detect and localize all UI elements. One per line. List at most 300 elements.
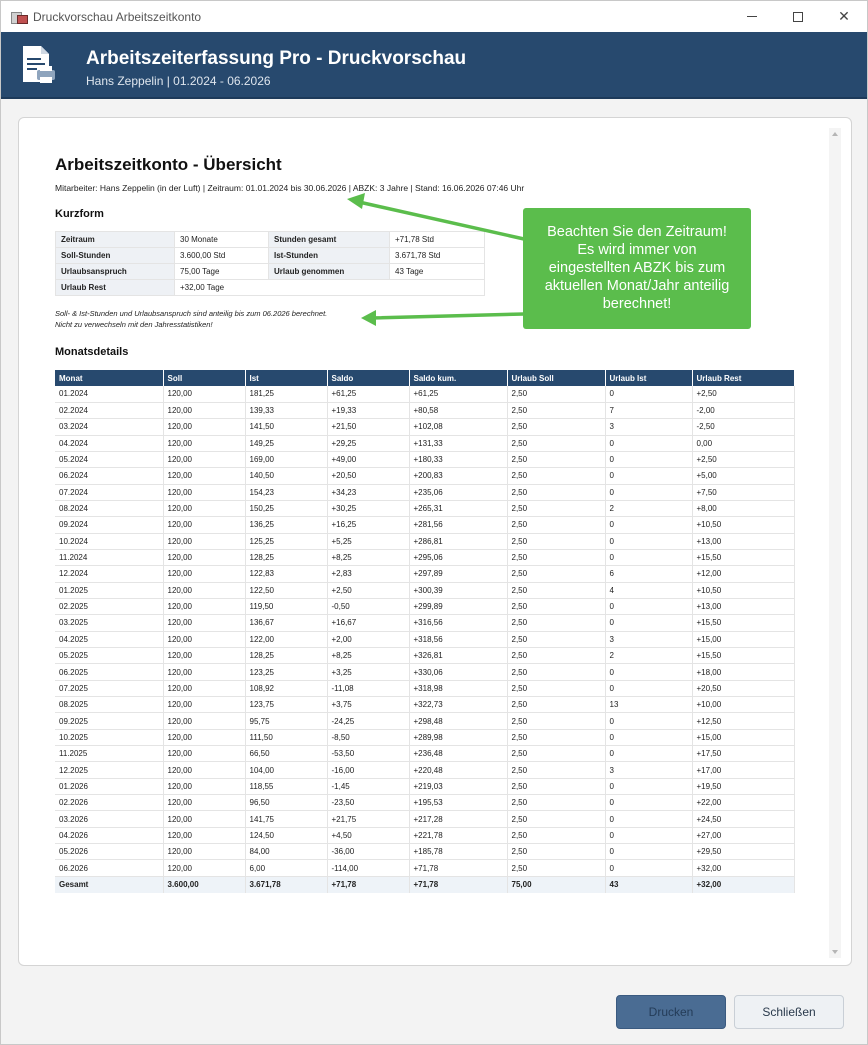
table-cell: 108,92	[245, 680, 327, 696]
table-row	[55, 598, 794, 614]
header-subtitle: Hans Zeppelin | 01.2024 - 06.2026	[86, 74, 271, 88]
table-cell: 0	[605, 713, 692, 729]
table-cell: 0	[605, 680, 692, 696]
close-button[interactable]: Schließen	[734, 995, 844, 1029]
kurzform-value: 43 Tage	[390, 264, 485, 280]
table-cell: +289,98	[409, 729, 507, 745]
kurzform-value: +32,00 Tage	[175, 280, 485, 296]
window-title: Druckvorschau Arbeitszeitkonto	[33, 9, 202, 24]
table-row	[55, 827, 794, 843]
table-cell: +180,33	[409, 451, 507, 467]
table-cell: -16,00	[327, 762, 409, 778]
table-cell: 66,50	[245, 746, 327, 762]
table-cell: 02.2026	[55, 795, 163, 811]
table-cell: 2,50	[507, 778, 605, 794]
table-cell: 0	[605, 827, 692, 843]
table-cell: 2,50	[507, 648, 605, 664]
table-cell: +300,39	[409, 582, 507, 598]
kurzform-label: Urlaub genommen	[269, 264, 390, 280]
table-row	[55, 468, 794, 484]
table-cell: 07.2024	[55, 484, 163, 500]
table-cell: 119,50	[245, 598, 327, 614]
table-cell: +15,50	[692, 648, 794, 664]
table-cell: 120,00	[163, 631, 245, 647]
table-cell: +22,00	[692, 795, 794, 811]
table-cell: 120,00	[163, 566, 245, 582]
total-cell: Gesamt	[55, 876, 163, 892]
table-row	[55, 402, 794, 418]
table-cell: 122,83	[245, 566, 327, 582]
table-cell: 2,50	[507, 419, 605, 435]
kurzform-value: 30 Monate	[175, 232, 269, 248]
kurzform-value: 3.671,78 Std	[390, 248, 485, 264]
table-cell: +30,25	[327, 500, 409, 516]
table-cell: 140,50	[245, 468, 327, 484]
table-cell: -2,50	[692, 419, 794, 435]
table-cell: 120,00	[163, 451, 245, 467]
table-cell: +299,89	[409, 598, 507, 614]
print-button[interactable]: Drucken	[616, 995, 726, 1029]
table-cell: +316,56	[409, 615, 507, 631]
table-row	[55, 500, 794, 516]
table-cell: 3	[605, 631, 692, 647]
table-cell: +15,00	[692, 631, 794, 647]
table-cell: +19,50	[692, 778, 794, 794]
close-icon: ✕	[838, 8, 850, 24]
table-cell: 0	[605, 615, 692, 631]
table-cell: 120,00	[163, 468, 245, 484]
table-cell: +49,00	[327, 451, 409, 467]
table-cell: 120,00	[163, 844, 245, 860]
table-cell: 120,00	[163, 713, 245, 729]
table-cell: 03.2024	[55, 419, 163, 435]
table-cell: 2,50	[507, 631, 605, 647]
table-cell: +10,00	[692, 697, 794, 713]
table-cell: 120,00	[163, 500, 245, 516]
table-cell: +15,00	[692, 729, 794, 745]
table-cell: +80,58	[409, 402, 507, 418]
table-cell: 2,50	[507, 811, 605, 827]
monatsdetails-heading: Monatsdetails	[55, 346, 129, 358]
table-cell: 123,25	[245, 664, 327, 680]
table-cell: 13	[605, 697, 692, 713]
table-cell: 84,00	[245, 844, 327, 860]
table-cell: 120,00	[163, 648, 245, 664]
table-cell: +21,75	[327, 811, 409, 827]
table-cell: 04.2026	[55, 827, 163, 843]
callout-line: Beachten Sie den Zeitraum!	[547, 224, 727, 240]
column-header: Saldo	[327, 370, 409, 386]
table-cell: 120,00	[163, 680, 245, 696]
table-cell: 7	[605, 402, 692, 418]
monatsdetails-table	[55, 370, 795, 893]
table-cell: +235,06	[409, 484, 507, 500]
print-document-icon	[21, 44, 57, 86]
table-cell: 120,00	[163, 582, 245, 598]
table-cell: +20,50	[692, 680, 794, 696]
table-cell: 05.2024	[55, 451, 163, 467]
callout-line: berechnet!	[602, 296, 672, 312]
table-cell: 120,00	[163, 386, 245, 402]
column-header: Monat	[55, 370, 163, 386]
table-cell: +326,81	[409, 648, 507, 664]
table-cell: 07.2025	[55, 680, 163, 696]
table-cell: 120,00	[163, 435, 245, 451]
table-cell: -36,00	[327, 844, 409, 860]
table-row	[55, 386, 794, 402]
table-cell: 2,50	[507, 795, 605, 811]
kurzform-value: 75,00 Tage	[175, 264, 269, 280]
table-cell: 96,50	[245, 795, 327, 811]
table-cell: 120,00	[163, 402, 245, 418]
table-row	[55, 746, 794, 762]
table-cell: 09.2024	[55, 517, 163, 533]
table-cell: 01.2024	[55, 386, 163, 402]
table-cell: -1,45	[327, 778, 409, 794]
table-cell: 2,50	[507, 664, 605, 680]
table-cell: 2,50	[507, 549, 605, 565]
table-row	[55, 648, 794, 664]
column-header: Saldo kum.	[409, 370, 507, 386]
minimize-button[interactable]	[729, 1, 775, 32]
table-cell: 0	[605, 598, 692, 614]
table-cell: 118,55	[245, 778, 327, 794]
table-cell: 122,50	[245, 582, 327, 598]
table-cell: +5,00	[692, 468, 794, 484]
table-cell: +2,50	[327, 582, 409, 598]
table-cell: 10.2024	[55, 533, 163, 549]
table-cell: 128,25	[245, 549, 327, 565]
table-cell: +34,23	[327, 484, 409, 500]
table-cell: 2,50	[507, 500, 605, 516]
table-row	[55, 860, 794, 876]
table-cell: 2,50	[507, 746, 605, 762]
table-cell: +217,28	[409, 811, 507, 827]
table-cell: +3,75	[327, 697, 409, 713]
table-row	[55, 713, 794, 729]
kurzform-row	[56, 248, 485, 264]
table-cell: +2,00	[327, 631, 409, 647]
column-header: Urlaub Ist	[605, 370, 692, 386]
table-row	[55, 484, 794, 500]
table-cell: 03.2026	[55, 811, 163, 827]
table-cell: 2,50	[507, 435, 605, 451]
table-cell: 141,50	[245, 419, 327, 435]
total-cell: 3.600,00	[163, 876, 245, 892]
minimize-icon	[747, 16, 757, 17]
callout-box	[523, 208, 751, 329]
column-header: Urlaub Rest	[692, 370, 794, 386]
calculation-note	[55, 308, 327, 330]
table-cell: 2,50	[507, 582, 605, 598]
table-cell: 2	[605, 500, 692, 516]
table-cell: 0	[605, 549, 692, 565]
table-cell: 139,33	[245, 402, 327, 418]
table-cell: 2,50	[507, 566, 605, 582]
total-cell: +71,78	[327, 876, 409, 892]
table-cell: 11.2025	[55, 746, 163, 762]
table-cell: 05.2025	[55, 648, 163, 664]
table-cell: 120,00	[163, 484, 245, 500]
table-cell: +185,78	[409, 844, 507, 860]
table-cell: -0,50	[327, 598, 409, 614]
table-cell: 06.2026	[55, 860, 163, 876]
table-cell: 2,50	[507, 484, 605, 500]
callout-line: eingestellten ABZK bis zum	[548, 260, 726, 276]
table-cell: +8,25	[327, 549, 409, 565]
table-cell: 6,00	[245, 860, 327, 876]
kurzform-table	[55, 231, 485, 296]
app-icon	[11, 11, 27, 23]
table-cell: +2,83	[327, 566, 409, 582]
table-cell: +10,50	[692, 582, 794, 598]
table-cell: +12,00	[692, 566, 794, 582]
table-cell: 06.2025	[55, 664, 163, 680]
table-cell: 4	[605, 582, 692, 598]
kurzform-value: +71,78 Std	[390, 232, 485, 248]
table-cell: 120,00	[163, 419, 245, 435]
table-cell: 2,50	[507, 517, 605, 533]
table-cell: +318,56	[409, 631, 507, 647]
table-cell: 0	[605, 451, 692, 467]
table-cell: 120,00	[163, 615, 245, 631]
table-cell: 120,00	[163, 517, 245, 533]
table-cell: 02.2025	[55, 598, 163, 614]
table-cell: +322,73	[409, 697, 507, 713]
table-row	[55, 549, 794, 565]
maximize-button[interactable]	[775, 1, 821, 32]
table-cell: +21,50	[327, 419, 409, 435]
table-row	[55, 778, 794, 794]
table-cell: 120,00	[163, 549, 245, 565]
arrowhead-icon	[361, 310, 376, 326]
table-cell: 2,50	[507, 533, 605, 549]
kurzform-label: Urlaubsanspruch	[56, 264, 175, 280]
table-row	[55, 631, 794, 647]
table-cell: +16,25	[327, 517, 409, 533]
table-cell: 120,00	[163, 697, 245, 713]
table-cell: 12.2024	[55, 566, 163, 582]
table-row	[55, 582, 794, 598]
table-cell: 11.2024	[55, 549, 163, 565]
table-row	[55, 566, 794, 582]
table-cell: 169,00	[245, 451, 327, 467]
table-cell: 06.2024	[55, 468, 163, 484]
table-cell: +20,50	[327, 468, 409, 484]
table-cell: 3	[605, 419, 692, 435]
table-cell: 2,50	[507, 713, 605, 729]
table-row	[55, 451, 794, 467]
table-cell: 111,50	[245, 729, 327, 745]
table-cell: +8,00	[692, 500, 794, 516]
table-cell: 120,00	[163, 795, 245, 811]
table-row	[55, 811, 794, 827]
table-cell: 2,50	[507, 762, 605, 778]
table-cell: 2,50	[507, 598, 605, 614]
table-cell: 0	[605, 746, 692, 762]
kurzform-row	[56, 232, 485, 248]
close-window-button[interactable]	[821, 1, 867, 32]
table-cell: 122,00	[245, 631, 327, 647]
table-cell: +298,48	[409, 713, 507, 729]
scroll-up-icon[interactable]	[832, 132, 838, 136]
table-row	[55, 844, 794, 860]
kurzform-label: Soll-Stunden	[56, 248, 175, 264]
table-cell: 0	[605, 811, 692, 827]
table-cell: +131,33	[409, 435, 507, 451]
column-header: Urlaub Soll	[507, 370, 605, 386]
table-row	[55, 615, 794, 631]
table-cell: 6	[605, 566, 692, 582]
table-cell: 141,75	[245, 811, 327, 827]
table-cell: +12,50	[692, 713, 794, 729]
table-cell: +13,00	[692, 533, 794, 549]
table-cell: 123,75	[245, 697, 327, 713]
table-cell: 120,00	[163, 664, 245, 680]
table-cell: +295,06	[409, 549, 507, 565]
title-bar	[1, 1, 867, 32]
table-cell: +236,48	[409, 746, 507, 762]
kurzform-row	[56, 264, 485, 280]
table-cell: 120,00	[163, 762, 245, 778]
table-cell: +3,25	[327, 664, 409, 680]
table-cell: +10,50	[692, 517, 794, 533]
table-cell: 0	[605, 844, 692, 860]
note-line: Nicht zu verwechseln mit den Jahresstatistiken!	[55, 320, 213, 329]
table-cell: 120,00	[163, 778, 245, 794]
table-cell: +281,56	[409, 517, 507, 533]
table-cell: 2,50	[507, 468, 605, 484]
table-cell: +27,00	[692, 827, 794, 843]
kurzform-label: Stunden gesamt	[269, 232, 390, 248]
table-row	[55, 533, 794, 549]
table-cell: 136,25	[245, 517, 327, 533]
table-cell: 0	[605, 533, 692, 549]
table-cell: +2,50	[692, 386, 794, 402]
table-cell: 150,25	[245, 500, 327, 516]
table-cell: +17,50	[692, 746, 794, 762]
table-cell: 0	[605, 860, 692, 876]
table-cell: 128,25	[245, 648, 327, 664]
table-cell: 149,25	[245, 435, 327, 451]
table-cell: +13,00	[692, 598, 794, 614]
table-cell: 2,50	[507, 451, 605, 467]
table-cell: 2,50	[507, 827, 605, 843]
callout-line: Es wird immer von	[577, 242, 697, 258]
table-cell: +5,25	[327, 533, 409, 549]
table-cell: +286,81	[409, 533, 507, 549]
table-row	[55, 762, 794, 778]
table-cell: +7,50	[692, 484, 794, 500]
total-cell: +71,78	[409, 876, 507, 892]
table-cell: 3	[605, 762, 692, 778]
table-cell: 01.2026	[55, 778, 163, 794]
table-cell: 95,75	[245, 713, 327, 729]
table-cell: 120,00	[163, 533, 245, 549]
kurzform-label: Zeitraum	[56, 232, 175, 248]
table-cell: +32,00	[692, 860, 794, 876]
total-cell: 75,00	[507, 876, 605, 892]
table-cell: 01.2025	[55, 582, 163, 598]
table-cell: 10.2025	[55, 729, 163, 745]
table-cell: +29,50	[692, 844, 794, 860]
table-cell: 104,00	[245, 762, 327, 778]
callout-line: aktuellen Monat/Jahr anteilig	[544, 278, 730, 294]
table-cell: 120,00	[163, 860, 245, 876]
table-cell: +297,89	[409, 566, 507, 582]
table-cell: 120,00	[163, 811, 245, 827]
kurzform-label: Urlaub Rest	[56, 280, 175, 296]
document-meta: Mitarbeiter: Hans Zeppelin (in der Luft) | Zeitraum: 01.01.2024 bis 30.06.2026 | ABZK: 3 Jahre | Stand: 16.06.2026 07:46 Uhr	[55, 183, 525, 193]
table-cell: 0	[605, 778, 692, 794]
total-cell: 43	[605, 876, 692, 892]
table-cell: +15,50	[692, 549, 794, 565]
table-cell: 09.2025	[55, 713, 163, 729]
table-cell: +221,78	[409, 827, 507, 843]
table-cell: -53,50	[327, 746, 409, 762]
table-cell: 136,67	[245, 615, 327, 631]
table-cell: 0	[605, 386, 692, 402]
table-cell: 2,50	[507, 615, 605, 631]
table-cell: 04.2024	[55, 435, 163, 451]
table-cell: 04.2025	[55, 631, 163, 647]
table-cell: 2,50	[507, 402, 605, 418]
table-cell: 2,50	[507, 386, 605, 402]
table-cell: +16,67	[327, 615, 409, 631]
table-cell: 12.2025	[55, 762, 163, 778]
table-cell: +18,00	[692, 664, 794, 680]
table-cell: -114,00	[327, 860, 409, 876]
table-cell: 0	[605, 664, 692, 680]
table-cell: 154,23	[245, 484, 327, 500]
table-cell: 2,50	[507, 844, 605, 860]
table-cell: -2,00	[692, 402, 794, 418]
arrow-to-note	[371, 314, 524, 318]
table-cell: +4,50	[327, 827, 409, 843]
total-cell: +32,00	[692, 876, 794, 892]
table-cell: +265,31	[409, 500, 507, 516]
table-cell: +2,50	[692, 451, 794, 467]
table-row	[55, 419, 794, 435]
table-cell: +8,25	[327, 648, 409, 664]
table-row	[55, 795, 794, 811]
table-cell: 120,00	[163, 598, 245, 614]
kurzform-row	[56, 280, 485, 296]
table-row	[55, 517, 794, 533]
table-cell: +24,50	[692, 811, 794, 827]
table-cell: 2,50	[507, 697, 605, 713]
table-cell: 120,00	[163, 746, 245, 762]
table-cell: 05.2026	[55, 844, 163, 860]
table-cell: +61,25	[327, 386, 409, 402]
table-cell: 125,25	[245, 533, 327, 549]
vertical-scrollbar[interactable]	[829, 128, 841, 958]
table-cell: +19,33	[327, 402, 409, 418]
table-cell: +15,50	[692, 615, 794, 631]
table-cell: +102,08	[409, 419, 507, 435]
table-cell: 0	[605, 468, 692, 484]
arrowhead-icon	[347, 193, 365, 209]
table-cell: 0,00	[692, 435, 794, 451]
header-title: Arbeitszeiterfassung Pro - Druckvorschau	[86, 48, 467, 69]
preview-panel	[18, 117, 852, 966]
scroll-down-icon[interactable]	[832, 950, 838, 954]
kurzform-value: 3.600,00 Std	[175, 248, 269, 264]
app-header	[1, 32, 867, 99]
table-cell: +219,03	[409, 778, 507, 794]
kurzform-heading: Kurzform	[55, 208, 104, 220]
document-title: Arbeitszeitkonto - Übersicht	[55, 155, 282, 174]
